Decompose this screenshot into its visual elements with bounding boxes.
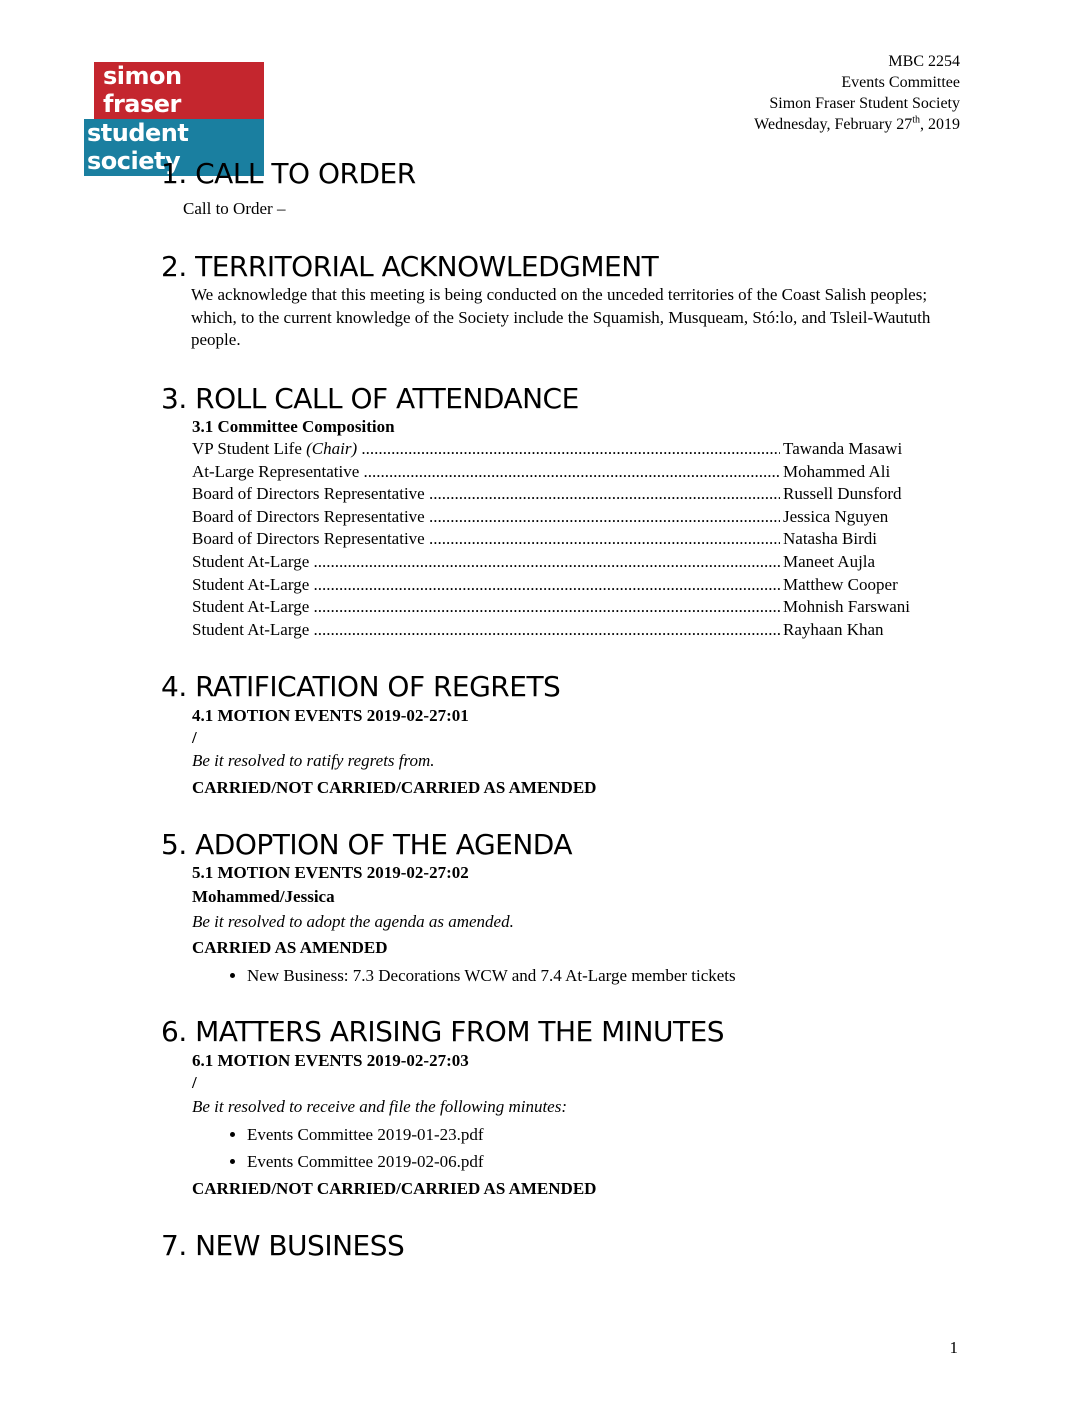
roll-row: Student At-Large ..... Rayhaan Khan: [192, 619, 952, 642]
meeting-code: MBC 2254: [888, 53, 960, 70]
motion-6-1-resolution: Be it resolved to receive and file the following minutes:: [192, 1097, 568, 1116]
roll-row: Board of Directors Representative ..... Russell Dunsford: [192, 483, 952, 506]
motion-4-1-resolution: Be it resolved to ratify regrets from.: [192, 751, 435, 770]
member-name: Mohammed Ali: [783, 461, 891, 481]
roll-row: Board of Directors Representative ..... Jessica Nguyen: [192, 506, 952, 529]
section-heading-new-business: 7. NEW BUSINESS: [161, 1229, 405, 1262]
section-heading-call-to-order: 1. CALL TO ORDER: [161, 157, 416, 190]
logo-line-1: simon fraser: [94, 62, 264, 119]
committee-composition-subheading: 3.1 Committee Composition: [192, 417, 395, 436]
motion-5-1-result: CARRIED AS AMENDED: [192, 938, 388, 957]
section-heading-ratification-of-regrets: 4. RATIFICATION OF REGRETS: [161, 670, 561, 703]
society-name: Simon Fraser Student Society: [769, 95, 960, 112]
list-item: • Events Committee 2019-01-23.pdf: [247, 1121, 484, 1148]
roll-row: Student At-Large ..... Maneet Aujla: [192, 551, 952, 574]
committee-name: Events Committee: [841, 74, 960, 91]
motion-4-1-result: CARRIED/NOT CARRIED/CARRIED AS AMENDED: [192, 778, 597, 797]
roll-row: VP Student Life (Chair) ..... Tawanda Masawi: [192, 438, 952, 461]
section-heading-matters-arising: 6. MATTERS ARISING FROM THE MINUTES: [161, 1015, 725, 1048]
roll-row: Student At-Large ..... Mohnish Farswani: [192, 596, 952, 619]
motion-4-1: 4.1 MOTION EVENTS 2019-02-27:01: [192, 706, 469, 725]
member-name: Tawanda Masawi: [783, 439, 903, 458]
member-name: Matthew Cooper: [783, 574, 898, 594]
roll-row: Board of Directors Representative ..... Natasha Birdi: [192, 528, 952, 551]
page-number: 1: [949, 1338, 958, 1357]
section-heading-territorial-acknowledgment: 2. TERRITORIAL ACKNOWLEDGMENT: [161, 250, 659, 283]
minutes-list: [200, 1121, 484, 1175]
list-item: • Events Committee 2019-02-06.pdf: [247, 1148, 484, 1175]
motion-5-1: 5.1 MOTION EVENTS 2019-02-27:02: [192, 863, 469, 882]
section-heading-roll-call: 3. ROLL CALL OF ATTENDANCE: [161, 382, 579, 415]
territorial-acknowledgment-text: We acknowledge that this meeting is being conducted on the unceded territories of the Coast Salish peoples; which, to the current knowledge of the Society include the Squamish, Musqueam, Stó:lo, and Tsleil-Waututh people.: [191, 285, 931, 349]
motion-6-1: 6.1 MOTION EVENTS 2019-02-27:03: [192, 1051, 469, 1070]
roll-row: Student At-Large ..... Matthew Cooper: [192, 574, 952, 597]
motion-4-1-movers: /: [192, 728, 197, 747]
member-name: Maneet Aujla: [783, 551, 876, 571]
member-name: Mohnish Farswani: [783, 597, 911, 617]
roll-call-list: [192, 438, 952, 641]
member-name: Natasha Birdi: [783, 529, 877, 549]
motion-5-1-resolution: Be it resolved to adopt the agenda as amended.: [192, 912, 514, 931]
logo-line-2: student society: [84, 119, 264, 176]
agenda-amendments-list: [200, 962, 736, 989]
motion-6-1-result: CARRIED/NOT CARRIED/CARRIED AS AMENDED: [192, 1179, 597, 1198]
meeting-date: Wednesday, February 27th, 2019: [754, 114, 960, 133]
call-to-order-text: Call to Order –: [183, 199, 286, 218]
list-item: • New Business: 7.3 Decorations WCW and 7.4 At-Large member tickets: [247, 962, 736, 989]
document-header: [754, 51, 960, 135]
section-heading-adoption-of-agenda: 5. ADOPTION OF THE AGENDA: [161, 828, 573, 861]
member-name: Jessica Nguyen: [783, 506, 889, 526]
motion-5-1-movers: Mohammed/Jessica: [192, 887, 335, 906]
member-name: Russell Dunsford: [783, 484, 902, 504]
member-name: Rayhaan Khan: [783, 619, 884, 639]
roll-row: At-Large Representative ..... Mohammed Ali: [192, 461, 952, 484]
motion-6-1-movers: /: [192, 1073, 197, 1092]
